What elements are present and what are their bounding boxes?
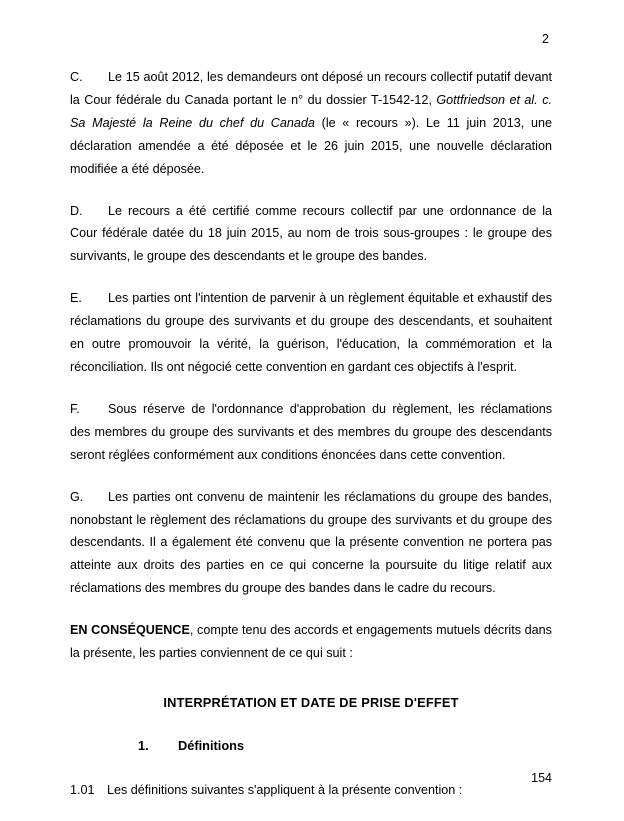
- paragraph-label-c: C.: [70, 70, 83, 84]
- clause-number: 1.01: [70, 782, 95, 797]
- subsection-title: Définitions: [178, 737, 245, 753]
- page-number-top: 2: [542, 32, 549, 46]
- paragraph-c-text-1: Le 15 août 2012, les demandeurs ont déposé un recours collectif putatif devant la Cour fédérale du Canada portant le n° du dossier T-1542-12,: [70, 70, 552, 107]
- paragraph-c-case-name: Gottfriedson et al. c. Sa Majesté la Reine du chef du Canada: [70, 92, 553, 130]
- paragraph-g-text: Les parties ont convenu de maintenir les réclamations du groupe des bandes, nonobstant le règlement des réclamations du groupe des survivants et du groupe des descendants. Il a également été convenu que la présente convention ne portera pas atteinte aux droits des parties en ce qui concerne la poursuite du litige relatif aux réclamations des membres du groupe des bandes dans le cadre du recours.: [70, 489, 552, 596]
- paragraph-f-text: Sous réserve de l'ordonnance d'approbation du règlement, les réclamations des membres du groupe des survivants et des membres du groupe des descendants seront réglées conformément aux conditions énoncées dans cette convention.: [70, 401, 552, 462]
- document-body: [70, 66, 552, 821]
- paragraph-label-f: F.: [70, 401, 80, 416]
- paragraph-d-text: Le recours a été certifié comme recours collectif par une ordonnance de la Cour fédérale datée du 18 juin 2015, au nom de trois sous-groupes : le groupe des survivants, le groupe des descendants et le groupe des bandes.: [70, 203, 552, 264]
- clause-text: Les définitions suivantes s'appliquent à la présente convention :: [107, 782, 463, 797]
- subsection-number: 1.: [138, 737, 149, 753]
- paragraph-e: [70, 287, 552, 379]
- subsection-heading: [70, 738, 552, 753]
- consequence-lead: EN CONSÉQUENCE: [70, 623, 190, 638]
- paragraph-label-d: D.: [70, 203, 83, 218]
- page-number-bottom: 154: [531, 770, 552, 785]
- paragraph-f: [70, 398, 552, 467]
- paragraph-g: [70, 486, 552, 601]
- paragraph-c-text-2: (le « recours »). Le 11 juin 2013, une déclaration amendée a été déposée et le 26 juin 2015, une nouvelle déclaration modifiée a été déposée.: [70, 115, 552, 176]
- consequence-rest: , compte tenu des accords et engagements mutuels décrits dans la présente, les parties conviennent de ce qui suit :: [70, 623, 552, 661]
- paragraph-c: [70, 66, 552, 181]
- paragraph-d: [70, 200, 552, 269]
- paragraph-label-e: E.: [70, 291, 82, 306]
- paragraph-e-text: Les parties ont l'intention de parvenir à un règlement équitable et exhaustif des réclamations du groupe des survivants et du groupe des descendants, et souhaitent en outre promouvoir la vérité, la guérison, l'éducation, la commémoration et la réconciliation. Ils ont négocié cette convention en gardant ces objectifs à l'esprit.: [70, 291, 552, 374]
- section-heading: INTERPRÉTATION ET DATE DE PRISE D'EFFET: [163, 694, 459, 710]
- clause-1-01: [70, 779, 552, 802]
- paragraph-consequence: [70, 619, 552, 665]
- paragraph-label-g: G.: [70, 489, 84, 504]
